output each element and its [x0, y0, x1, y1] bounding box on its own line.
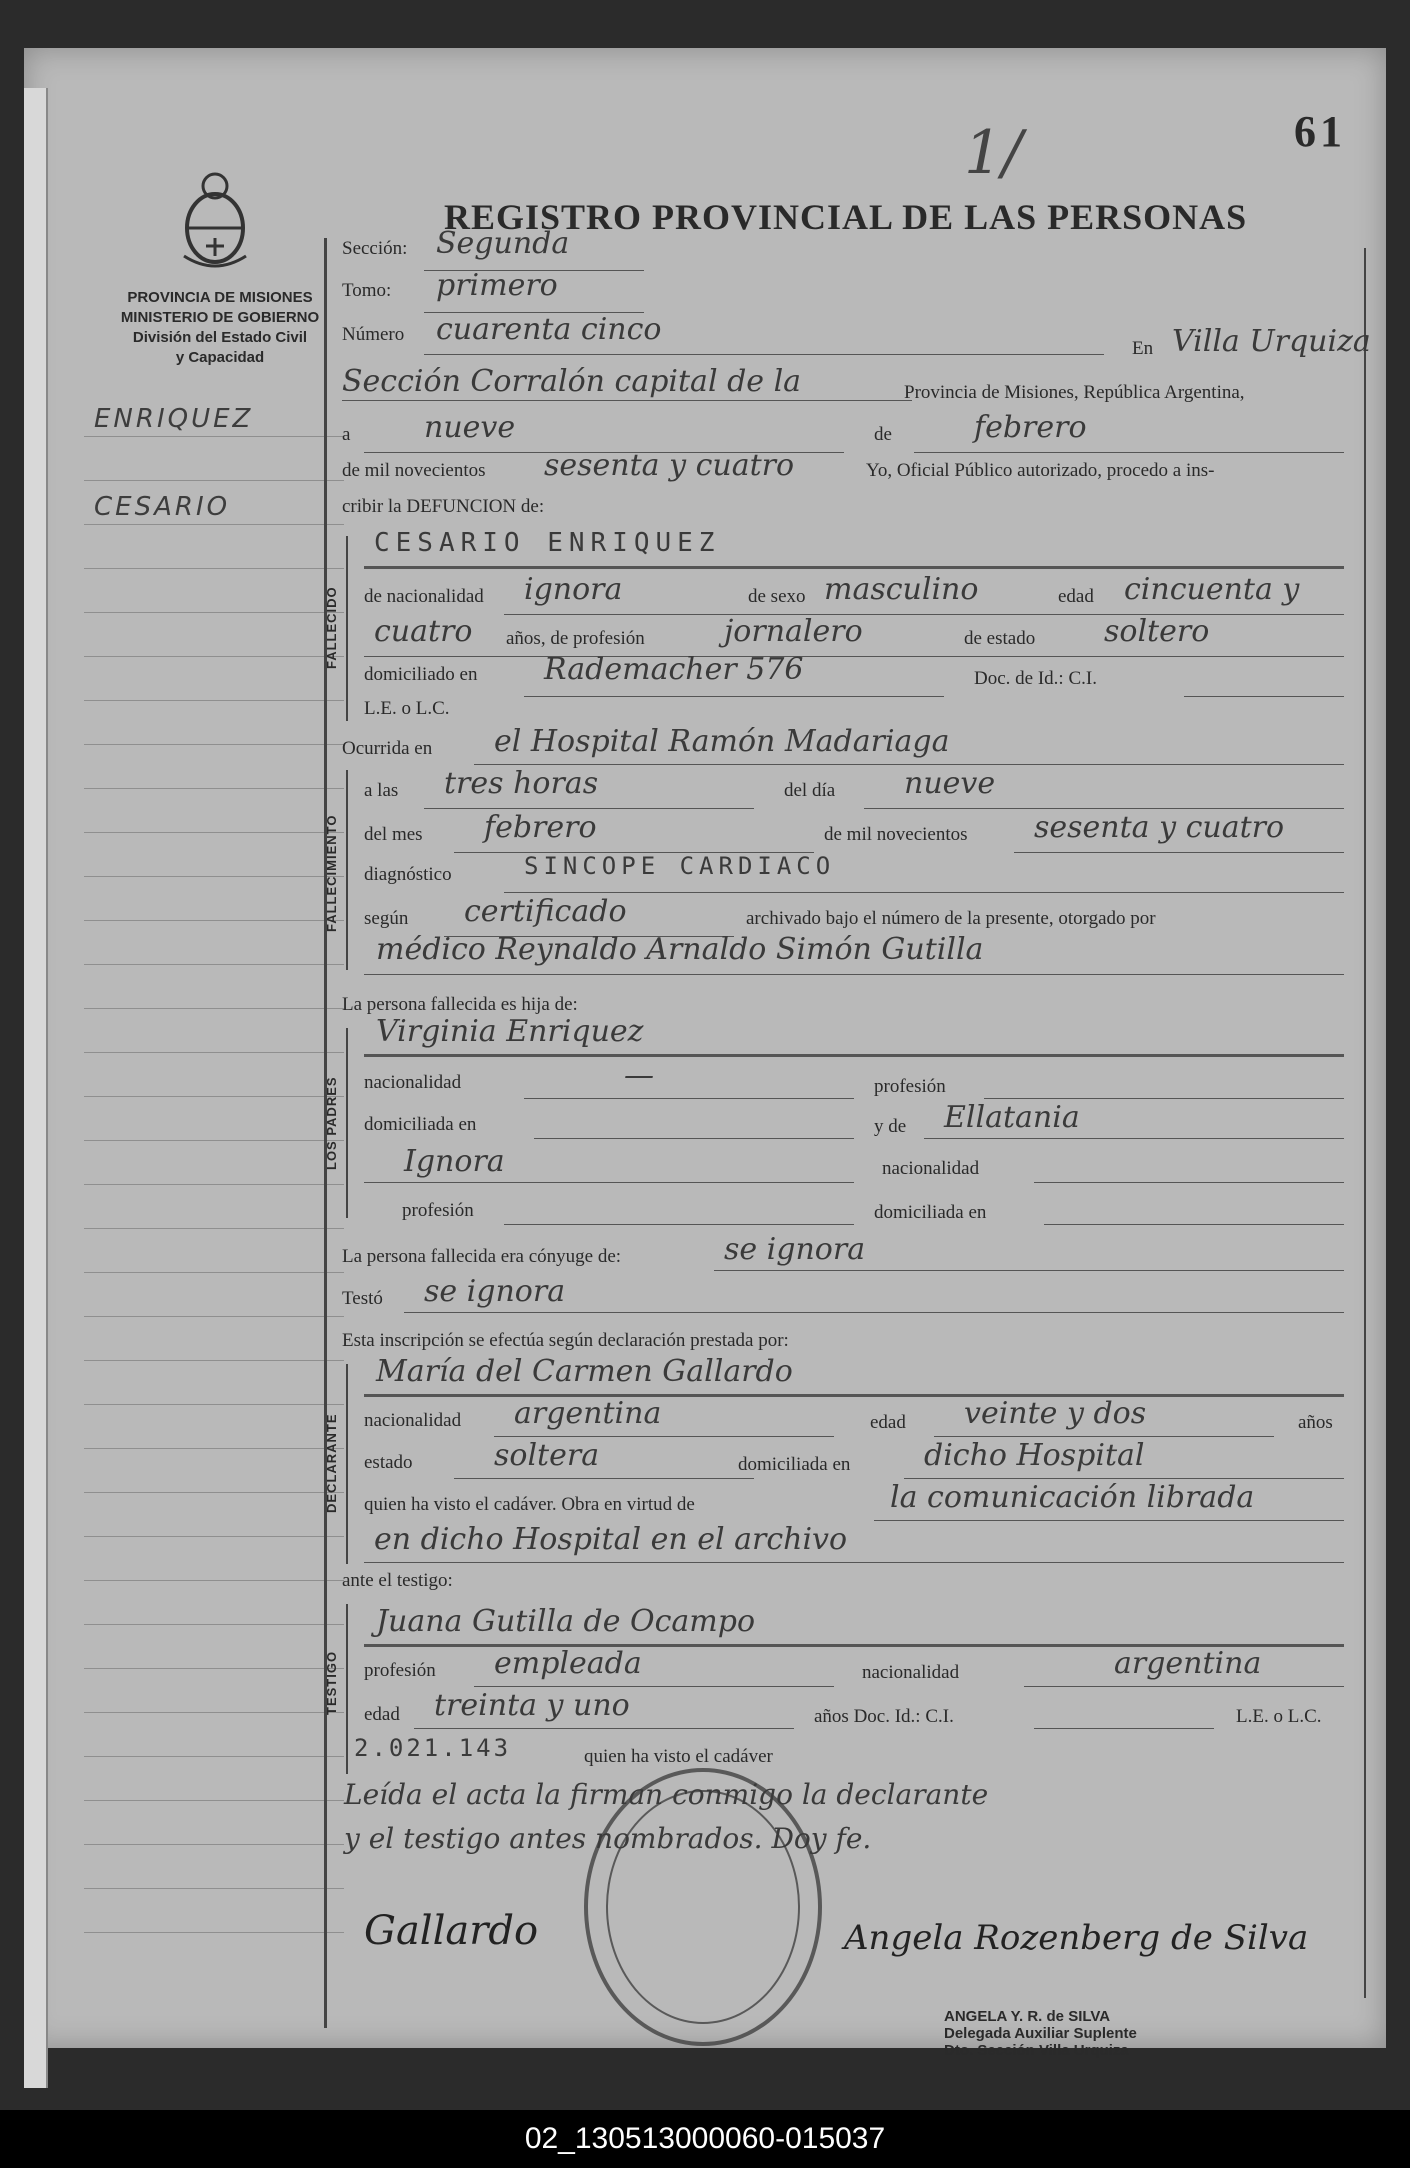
- right-border: [1364, 248, 1366, 1998]
- decl-anos-label: años: [1298, 1412, 1333, 1433]
- underline: [984, 1098, 1344, 1099]
- margin-line: [84, 1625, 344, 1669]
- ministry-line: División del Estado Civil: [132, 329, 308, 346]
- domicilio-value: Rademacher 576: [544, 652, 804, 687]
- margin-line: [84, 1009, 344, 1053]
- margin-line: [84, 1273, 344, 1317]
- en-value: Villa Urquiza: [1172, 324, 1371, 359]
- underline: [364, 566, 1344, 569]
- del-dia-label: del día: [784, 780, 836, 801]
- test-profesion-label: profesión: [364, 1660, 436, 1681]
- decl-domicilio-value: dicho Hospital: [924, 1438, 1145, 1473]
- conyuge-label: La persona fallecida era cónyuge de:: [342, 1246, 622, 1267]
- underline: [524, 1098, 854, 1099]
- underline: [714, 1270, 1344, 1271]
- numero-label: Número: [342, 324, 405, 345]
- doc-id-label: Doc. de Id.: C.I.: [974, 668, 1097, 689]
- le-lc-label: L.E. o L.C.: [364, 698, 450, 719]
- archivado-label: archivado bajo el número de la presente, otorgado por: [746, 908, 1156, 929]
- mes-value: febrero: [484, 810, 597, 845]
- testo-value: se ignora: [424, 1274, 566, 1309]
- test-doc-value: 2.021.143: [354, 1734, 512, 1762]
- block-divider: [346, 1028, 348, 1218]
- de-mil-value: sesenta y cuatro: [544, 448, 795, 483]
- ministry-line: y Capacidad: [175, 349, 265, 366]
- edad-value-1: cincuenta y: [1124, 572, 1300, 607]
- margin-note: CESARIO: [94, 492, 231, 522]
- fallecido-tag: FALLECIDO: [324, 586, 339, 670]
- margin-line: [84, 569, 344, 613]
- underline: [364, 1054, 1344, 1057]
- margin-line: [84, 657, 344, 701]
- ocurrida-label: Ocurrida en: [342, 738, 433, 759]
- testo-label: Testó: [342, 1288, 383, 1309]
- decl-estado-label: estado: [364, 1452, 413, 1473]
- official-seal: [584, 1768, 822, 2046]
- margin-line: [84, 1801, 344, 1845]
- test-nacionalidad-label: nacionalidad: [862, 1662, 960, 1683]
- estado-value: soltero: [1104, 614, 1210, 649]
- quien-visto2-label: quien ha visto el cadáver: [584, 1746, 773, 1767]
- otorgado-value: médico Reynaldo Arnaldo Simón Gutilla: [376, 932, 984, 967]
- underline: [424, 808, 754, 809]
- obra-value-2: en dicho Hospital en el archivo: [374, 1522, 848, 1557]
- y-de-value: Ellatania: [944, 1100, 1080, 1135]
- margin-line: [84, 1361, 344, 1405]
- padres-profesion-label: profesión: [874, 1076, 946, 1097]
- lugar-value: Sección Corralón capital de la: [342, 364, 802, 399]
- underline: [404, 1312, 1344, 1313]
- margin-line: [84, 1229, 344, 1273]
- a-las-label: a las: [364, 780, 399, 801]
- estado-label: de estado: [964, 628, 1036, 649]
- underline: [924, 1138, 1344, 1139]
- madre-value: Virginia Enriquez: [376, 1014, 644, 1049]
- underline: [424, 354, 1104, 355]
- segun-label: según: [364, 908, 409, 929]
- coat-of-arms-icon: [174, 166, 256, 276]
- inscripcion-label: Esta inscripción se efectúa según declaración prestada por:: [342, 1330, 789, 1351]
- testigo-value: Juana Gutilla de Ocampo: [376, 1604, 756, 1639]
- nacionalidad-label: de nacionalidad: [364, 586, 484, 607]
- margin-line: [84, 1405, 344, 1449]
- sexo-label: de sexo: [748, 586, 806, 607]
- margin-line: [84, 1097, 344, 1141]
- seal-ring: [606, 1790, 800, 2024]
- margin-line: [84, 1713, 344, 1757]
- margin-line: [84, 877, 344, 921]
- profesion-label: años, de profesión: [506, 628, 645, 649]
- declarante-tag: DECLARANTE: [324, 1413, 339, 1513]
- underline: [934, 1436, 1274, 1437]
- image-caption: 02_130513000060-015037: [0, 2110, 1410, 2168]
- margin-line: [84, 701, 344, 745]
- dia-value: nueve: [904, 766, 996, 801]
- edad-value-2: cuatro: [374, 614, 473, 649]
- underline: [874, 1520, 1344, 1521]
- decl-nacionalidad-value: argentina: [514, 1396, 662, 1431]
- del-mes-label: del mes: [364, 824, 423, 845]
- underline: [1034, 1182, 1344, 1183]
- underline: [524, 696, 944, 697]
- domicilio-label: domiciliado en: [364, 664, 478, 685]
- diagnostico-label: diagnóstico: [364, 864, 452, 885]
- margin-line: [84, 789, 344, 833]
- a-value: nueve: [424, 410, 516, 445]
- underline: [504, 614, 1344, 615]
- underline: [904, 1478, 1344, 1479]
- block-divider: [346, 1364, 348, 1564]
- underline: [364, 1182, 854, 1183]
- margin-line: [84, 437, 344, 481]
- underline: [364, 1562, 1344, 1563]
- block-divider: [346, 536, 348, 721]
- margin-line: [84, 921, 344, 965]
- edad-label: edad: [1058, 586, 1094, 607]
- fallecido-name: CESARIO ENRIQUEZ: [374, 528, 721, 558]
- decl-edad-label: edad: [870, 1412, 906, 1433]
- margin-column: [84, 393, 344, 1933]
- pen-mark: 1/: [964, 118, 1023, 188]
- signer-line: Dto. Sección Villa Urquiza: [944, 2042, 1129, 2059]
- nota-line-2: y el testigo antes nombrados. Doy fe.: [344, 1822, 872, 1855]
- underline: [454, 1478, 754, 1479]
- block-divider: [346, 770, 348, 970]
- underline: [864, 808, 1344, 809]
- margin-line: [84, 525, 344, 569]
- ministry-line: MINISTERIO DE GOBIERNO: [120, 309, 320, 326]
- nota-line-1: Leída el acta la firman conmigo la declarante: [344, 1778, 989, 1811]
- underline: [364, 974, 1344, 975]
- margin-line: [84, 1845, 344, 1889]
- test-edad-value: treinta y uno: [434, 1688, 630, 1723]
- margin-line: [84, 1493, 344, 1537]
- de-value: febrero: [974, 410, 1087, 445]
- ante-testigo-label: ante el testigo:: [342, 1570, 453, 1591]
- margin-line: [84, 1317, 344, 1361]
- profesion-value: jornalero: [724, 614, 863, 649]
- test-anos-doc-label: años Doc. Id.: C.I.: [814, 1706, 954, 1727]
- underline: [534, 1138, 854, 1139]
- underline: [364, 656, 1344, 657]
- cribir-label: cribir la DEFUNCION de:: [342, 496, 545, 517]
- tomo-label: Tomo:: [342, 280, 392, 301]
- margin-line: [84, 613, 344, 657]
- margin-note: ENRIQUEZ: [94, 404, 254, 434]
- margin-line: [84, 1537, 344, 1581]
- margin-line: [84, 1889, 344, 1933]
- a-las-value: tres horas: [444, 766, 599, 801]
- test-le-lc-label: L.E. o L.C.: [1236, 1706, 1322, 1727]
- margin-line: [84, 393, 344, 437]
- test-nacionalidad-value: argentina: [1114, 1646, 1262, 1681]
- yo-label: Yo, Oficial Público autorizado, procedo a ins-: [866, 460, 1215, 481]
- declarante-signature: Gallardo: [364, 1908, 539, 1954]
- decl-nacionalidad-label: nacionalidad: [364, 1410, 462, 1431]
- margin-line: [84, 1581, 344, 1625]
- page-number: 61: [1294, 107, 1346, 156]
- padres-nacionalidad-label: nacionalidad: [364, 1072, 462, 1093]
- de-mil-nov-label: de mil novecientos: [824, 824, 968, 845]
- margin-line: [84, 745, 344, 789]
- numero-value: cuarenta cinco: [436, 312, 662, 347]
- margin-line: [84, 1449, 344, 1493]
- conyuge-value: se ignora: [724, 1232, 866, 1267]
- underline: [914, 452, 1344, 453]
- fallecimiento-tag: FALLECIMIENTO: [324, 814, 339, 932]
- seccion-value: Segunda: [436, 226, 570, 261]
- en-label: En: [1132, 338, 1154, 359]
- margin-line: [84, 1757, 344, 1801]
- margin-line: [84, 965, 344, 1009]
- anio-value: sesenta y cuatro: [1034, 810, 1285, 845]
- signer-line: Delegada Auxiliar Suplente: [944, 2025, 1137, 2042]
- underline: [1044, 1224, 1344, 1225]
- diagnostico-value: SINCOPE CARDIACO: [524, 852, 836, 880]
- provincia-label: Provincia de Misiones, República Argentina,: [904, 382, 1245, 403]
- margin-line: [84, 1053, 344, 1097]
- obra-value: la comunicación librada: [890, 1480, 1255, 1515]
- margin-line: [84, 481, 344, 525]
- tomo-value: primero: [436, 268, 558, 303]
- de-mil-label: de mil novecientos: [342, 460, 486, 481]
- signer-line: ANGELA Y. R. de SILVA: [944, 2008, 1111, 2025]
- underline: [474, 1686, 834, 1687]
- margin-line: [84, 1185, 344, 1229]
- book-binding: [24, 88, 48, 2088]
- a-label: a: [342, 424, 351, 445]
- padres-domicilio-label: domiciliada en: [364, 1114, 477, 1135]
- signer-block: [944, 2008, 1137, 2059]
- test-profesion-value: empleada: [494, 1646, 642, 1681]
- decl-estado-value: soltera: [494, 1438, 600, 1473]
- nacionalidad-value: ignora: [524, 572, 623, 607]
- padres-profesion2-label: profesión: [402, 1200, 474, 1221]
- y-de-label: y de: [874, 1116, 907, 1137]
- seccion-label: Sección:: [342, 238, 408, 259]
- decl-domicilio-label: domiciliada en: [738, 1454, 851, 1475]
- underline: [1014, 852, 1344, 853]
- ministry-line: PROVINCIA DE MISIONES: [127, 289, 313, 306]
- margin-line: [84, 1141, 344, 1185]
- oficial-signature: Angela Rozenberg de Silva: [844, 1918, 1309, 1958]
- underline: [504, 892, 1344, 893]
- ministry-header: [80, 288, 360, 368]
- test-edad-label: edad: [364, 1704, 400, 1725]
- underline: [1184, 696, 1344, 697]
- decl-edad-value: veinte y dos: [964, 1396, 1147, 1431]
- document-title: REGISTRO PROVINCIAL DE LAS PERSONAS: [444, 197, 1248, 237]
- segun-value: certificado: [464, 894, 627, 929]
- block-divider: [346, 1604, 348, 1774]
- underline: [474, 764, 1344, 765]
- padres-tag: LOS PADRES: [324, 1076, 339, 1170]
- underline: [494, 1436, 834, 1437]
- testigo-tag: TESTIGO: [324, 1650, 339, 1716]
- declarante-value: María del Carmen Gallardo: [376, 1354, 793, 1389]
- padres-nacionalidad-value: —: [624, 1058, 654, 1093]
- underline: [342, 400, 912, 401]
- ignora-value: Ignora: [404, 1144, 505, 1179]
- de-label: de: [874, 424, 892, 445]
- sexo-value: masculino: [824, 572, 979, 607]
- hija-de-label: La persona fallecida es hija de:: [342, 994, 578, 1015]
- underline: [414, 1728, 794, 1729]
- underline: [1024, 1686, 1344, 1687]
- quien-visto-label: quien ha visto el cadáver. Obra en virtud de: [364, 1494, 695, 1515]
- underline: [364, 1394, 1344, 1397]
- padres-nacionalidad2-label: nacionalidad: [882, 1158, 980, 1179]
- margin-line: [84, 833, 344, 877]
- ocurrida-value: el Hospital Ramón Madariaga: [494, 724, 950, 759]
- document-page: [24, 48, 1386, 2059]
- margin-line: [84, 1669, 344, 1713]
- underline: [1034, 1728, 1214, 1729]
- underline: [504, 1224, 854, 1225]
- padres-domicilio2-label: domiciliada en: [874, 1202, 987, 1223]
